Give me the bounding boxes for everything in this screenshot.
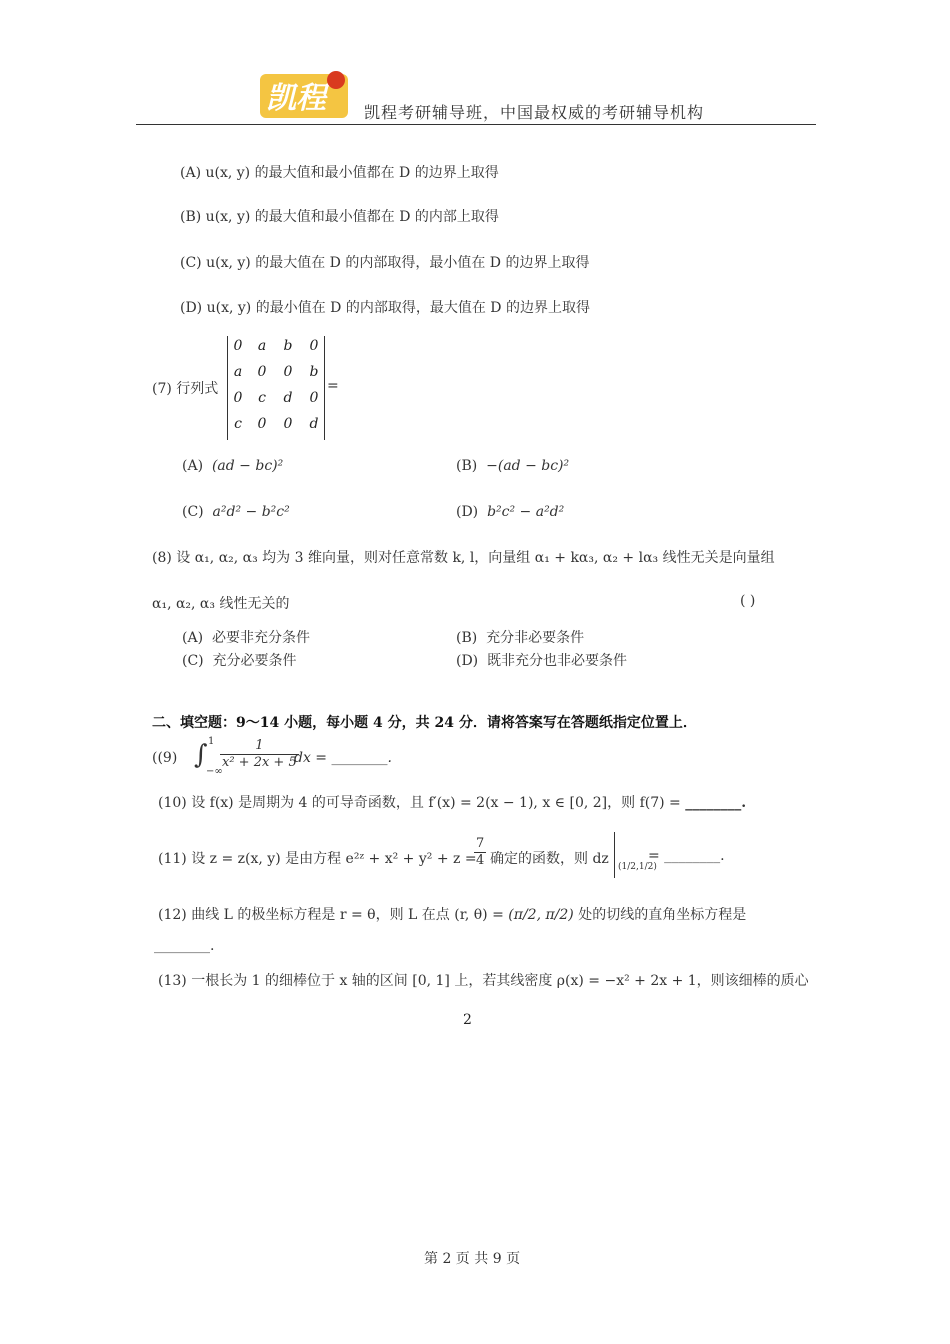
- q9-fraction: $\frac{1}{\text{x² + 2x + 5}}$: [222, 738, 297, 770]
- q7-option-a: (A) (ad − bc)²: [182, 458, 284, 474]
- q6-option-b: (B) u(x, y) 的最大值和最小值都在 D 的内部上取得: [180, 209, 499, 225]
- q7-option-b: (B) −(ad − bc)²: [456, 458, 570, 474]
- integral-sign: ∫: [194, 740, 208, 770]
- det-row-4: c 0 0 d: [234, 416, 319, 432]
- q6-option-c: (C) u(x, y) 的最大值在 D 的内部取得，最小值在 D 的边界上取得: [180, 255, 590, 271]
- q11-fraction: $\frac{7}{4}$: [476, 836, 485, 868]
- q7-label: (7) 行列式: [152, 381, 219, 397]
- q8-option-b: (B) 充分非必要条件: [456, 630, 585, 646]
- header-divider: [136, 124, 816, 125]
- q8-line-2: α₁, α₂, α₃ 线性无关的: [152, 596, 290, 612]
- det-row-3: 0 c d 0: [233, 390, 319, 406]
- determinant: [227, 336, 325, 440]
- page-number: 2: [463, 1012, 472, 1028]
- q12-line-2: ________.: [154, 938, 215, 954]
- section-title: 二、填空题：9～14 小题，每小题 4 分，共 24 分．请将答案写在答题纸指定位置上．: [152, 715, 697, 731]
- q8-answer-paren: ( ): [740, 593, 756, 609]
- q8-line-1: (8) 设 α₁, α₂, α₃ 均为 3 维向量，则对任意常数 k, l，向量组 α₁ + kα₃, α₂ + lα₃ 线性无关是向量组: [152, 550, 775, 566]
- q8-option-d: (D) 既非充分也非必要条件: [456, 653, 628, 669]
- det-row-1: 0 a b 0: [233, 338, 319, 354]
- q8-option-c: (C) 充分必要条件: [182, 653, 297, 669]
- svg-text:凯程: 凯程: [266, 81, 326, 116]
- q7-option-d: (D) b²c² − a²d²: [456, 504, 565, 520]
- q12-line-1: (12) 曲线 L 的极坐标方程是 r = θ，则 L 在点 (r, θ) = (π/2, π/2) 处的切线的直角坐标方程是: [158, 907, 747, 923]
- q7-equals: =: [327, 378, 339, 394]
- q10-line: (10) 设 f(x) 是周期为 4 的可导奇函数，且 f′(x) = 2(x − 1), x ∈ [0, 2]，则 f(7) = ________.: [158, 795, 747, 811]
- q6-option-d: (D) u(x, y) 的最小值在 D 的内部取得，最大值在 D 的边界上取得: [180, 300, 590, 316]
- footer-page-info: 第 2 页 共 9 页: [424, 1251, 521, 1267]
- evaluation-bar: [614, 832, 615, 878]
- q8-option-a: (A) 必要非充分条件: [182, 630, 310, 646]
- q7-option-c: (C) a²d² − b²c²: [182, 504, 290, 520]
- q6-option-a: (A) u(x, y) 的最大值和最小值都在 D 的边界上取得: [180, 165, 499, 181]
- q13-line: (13) 一根长为 1 的细棒位于 x 轴的区间 [0, 1] 上，若其线密度 ρ(x) = −x² + 2x + 1，则该细棒的质心: [158, 973, 809, 989]
- kaicheng-logo: [258, 68, 350, 122]
- header-tagline: 凯程考研辅导班，中国最权威的考研辅导机构: [364, 103, 705, 122]
- det-row-2: a 0 0 b: [233, 364, 319, 380]
